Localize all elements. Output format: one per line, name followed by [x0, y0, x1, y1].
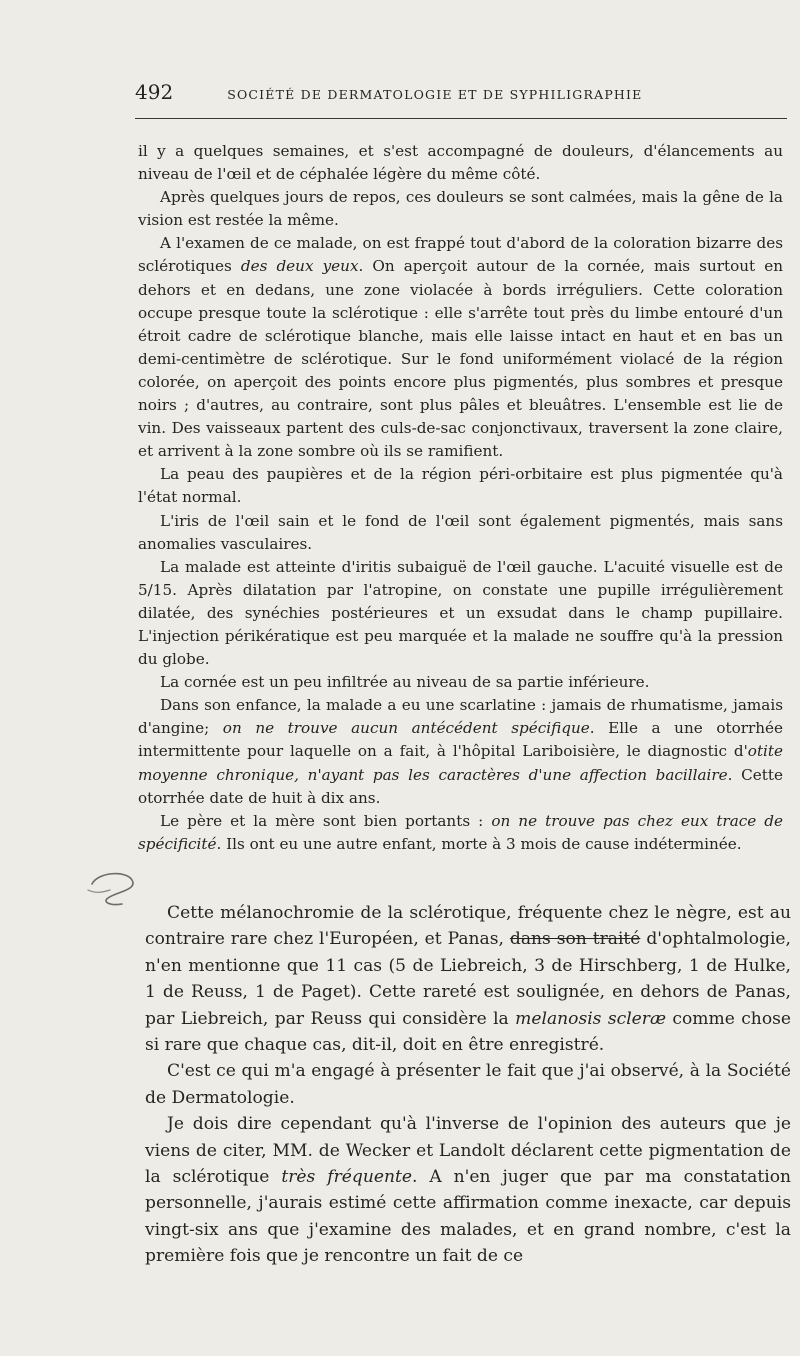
- paragraph: L'iris de l'œil sain et le fond de l'œil sont également pigmentés, mais sans anomalies vasculaires.: [138, 511, 783, 553]
- paragraph: Le père et la mère sont bien portants : on ne trouve pas chez eux trace de spécificité. Ils ont eu une autre enfant, morte à 3 mois de cause indéterminée.: [138, 811, 783, 853]
- paragraph: La malade est atteinte d'iritis subaiguë de l'œil gauche. L'acuité visuelle est de 5/15. Après dilatation par l'atropine, on constate une pupille irrégulièrement dilatée, des synéchies postérieures et un exsudat dans le champ pupillaire. L'injection périkératique est peu marquée et la malade ne souffre qu'à la pression du globe.: [138, 557, 783, 669]
- paragraph: C'est ce qui m'a engagé à présenter le fait que j'ai observé, à la Société de Dermatologie.: [145, 1061, 791, 1108]
- paragraph: A l'examen de ce malade, on est frappé tout d'abord de la coloration bizarre des sclérotiques des deux yeux. On aperçoit autour de la cornée, mais surtout en dehors et en dedans, une zone violacée à bords irréguliers. Cette coloration occupe presque toute la sclérotique : elle s'arrête tout près du limbe entouré d'un étroit cadre de sclérotique blanche, mais elle laisse intact en haut et en bas un demi-centimètre de sclérotique. Sur le fond uniformément violacé de la région colorée, on aperçoit des points encore plus pigmentés, plus sombres et presque noirs ; d'autres, au contraire, sont plus pâles et bleuâtres. L'ensemble est lie de vin. Des vaisseaux partent des culs-de-sac conjonctivaux, traversent la zone claire, et arrivent à la zone sombre où ils se ramifient.: [138, 234, 783, 461]
- paragraph: Après quelques jours de repos, ces douleurs se sont calmées, mais la gêne de la vision est restée la même.: [138, 188, 783, 230]
- discussion: [145, 900, 791, 1270]
- running-title: SOCIÉTÉ DE DERMATOLOGIE ET DE SYPHILIGRAPHIE: [227, 87, 643, 102]
- paragraph: Cette mélanochromie de la sclérotique, fréquente chez le nègre, est au contraire rare chez l'Européen, et Panas, dans son traité d'ophtalmologie, n'en mentionne que 11 cas (5 de Liebreich, 3 de Hirschberg, 1 de Hulke, 1 de Reuss, 1 de Paget). Cette rareté est soulignée, en dehors de Panas, par Liebreich, par Reuss qui considère la melanosis scleræ comme chose si rare que chaque cas, dit-il, doit en être enregistré.: [145, 903, 791, 1056]
- clinical-observation: [138, 140, 783, 856]
- page-header: [135, 80, 787, 104]
- svg-text:?: ?: [114, 897, 116, 899]
- paragraph: Je dois dire cependant qu'à l'inverse de l'opinion des auteurs que je viens de citer, MM. de Wecker et Landolt déclarent cette pigmentation de la sclérotique très fréquente. A n'en juger que par ma constatation personnelle, j'aurais estimé cette affirmation comme inexacte, car depuis vingt-six ans que j'examine des malades, et en grand nombre, c'est la première fois que je rencontre un fait de ce: [145, 1114, 791, 1267]
- paragraph: il y a quelques semaines, et s'est accompagné de douleurs, d'élancements au niveau de l'œil et de céphalée légère du même côté.: [138, 142, 783, 184]
- page-number: 492: [135, 80, 174, 104]
- paragraph: La peau des paupières et de la région péri-orbitaire est plus pigmentée qu'à l'état normal.: [138, 465, 783, 507]
- struck-text: dans son traité: [509, 929, 641, 950]
- paragraph: La cornée est un peu infiltrée au niveau de sa partie inférieure.: [160, 673, 650, 692]
- paragraph: Dans son enfance, la malade a eu une scarlatine : jamais de rhumatisme, jamais d'angine; on ne trouve aucun antécédent spécifique. Elle a une otorrhée intermittente pour laquelle on a fait, à l'hôpital Lariboisière, le diagnostic d'otite moyenne chronique, n'ayant pas les caractères d'une affection bacillaire. Cette otorrhée date de huit à dix ans.: [138, 696, 783, 807]
- handwritten-question-mark: [86, 868, 146, 912]
- header-rule: [135, 118, 787, 119]
